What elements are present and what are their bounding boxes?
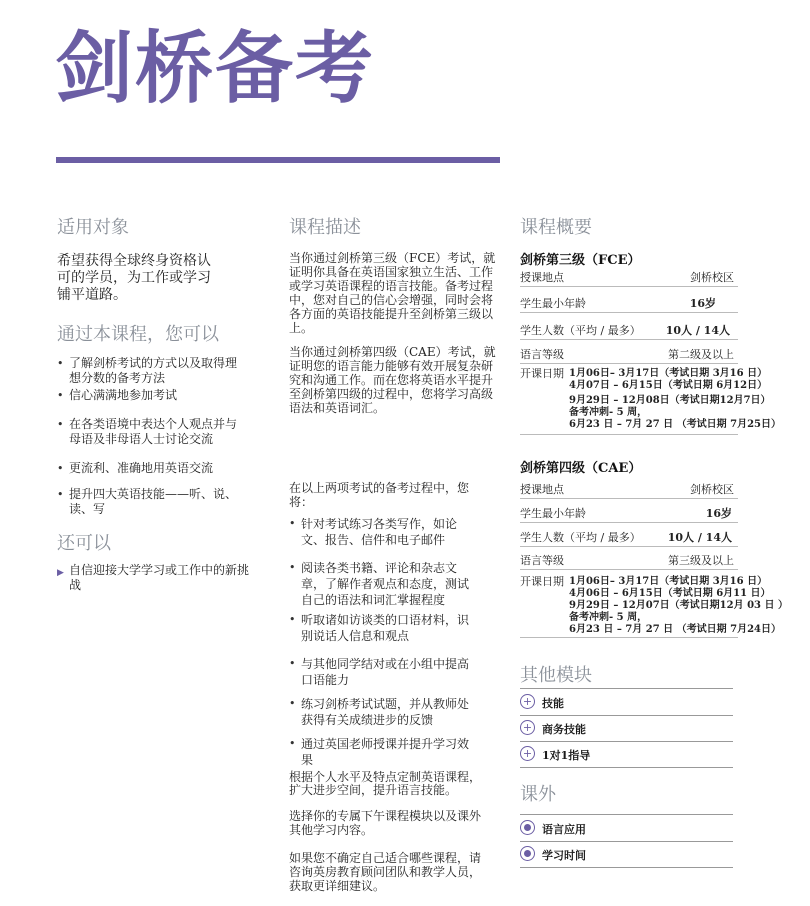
extra-item-language-use[interactable]: 语言应用 (520, 816, 733, 842)
gain-list (57, 356, 242, 517)
fce-dates: 开课日期 1月06日– 3月17日（考试日期 3月16 日） 4月07日 – 6月15日（考试日期 6月12日） 9月29日 – 12月08日（考试日期12月7日） 备考冲刺- 5 周， 6月23 日 – 7月 27 日 （考试日期 7月25日） (520, 368, 738, 435)
list-item: • 阅读各类书籍、评论和杂志文章，了解作者观点和态度，测试自己的语法和词汇掌握程度 (289, 560, 479, 608)
list-item: • 听取诸如访谈类的口语材料，识别说话人信息和观点 (289, 612, 479, 644)
description-para-fce: 当你通过剑桥第三级（FCE）考试，就证明你具备在英语国家独立生活、工作或学习英语课程的语言技能。备考过程中，您对自己的信心会增强，同时会将各方面的英语技能提升至剑桥第三级以上。 (289, 251, 496, 335)
title-divider (56, 157, 500, 163)
description-para-custom: 根据个人水平及特点定制英语课程，扩大进步空间，提升语言技能。 (289, 770, 482, 797)
extra-divider (520, 814, 733, 815)
also-item: ▶ 自信迎接大学学习或工作中的新挑战 (57, 563, 250, 592)
cae-size-row: 学生人数（平均 / 最多） 10人 / 14人 (520, 526, 738, 547)
page-title: 剑桥备考 (55, 23, 376, 114)
list-item: • 信心满满地参加考试 (57, 388, 242, 403)
list-item: • 提升四大英语技能——听、说、读、写 (57, 487, 242, 517)
overview-heading: 课程概要 (520, 217, 592, 238)
also-heading: 还可以 (57, 533, 111, 554)
fce-size-row: 学生人数（平均 / 最多） 10人 / 14人 (520, 319, 738, 340)
extra-item-study-time[interactable]: 学习时间 (520, 842, 733, 868)
fce-location-row: 授课地点 剑桥校区 (520, 266, 738, 287)
list-item: • 了解剑桥考试的方式以及取得理想分数的备考方法 (57, 356, 242, 386)
dot-circle-icon (520, 820, 535, 835)
module-item-one-to-one[interactable]: + 1对1指导 (520, 742, 733, 768)
list-item: • 更流利、准确地用英语交流 (57, 461, 242, 476)
audience-heading: 适用对象 (57, 217, 129, 238)
list-item: • 针对考试练习各类写作，如论文、报告、信件和电子邮件 (289, 516, 479, 548)
description-para-modules: 选择你的专属下午课程模块以及课外其他学习内容。 (289, 809, 482, 837)
fce-age-row: 学生最小年龄 16岁 (520, 292, 738, 313)
description-heading: 课程描述 (289, 217, 361, 238)
modules-heading: 其他模块 (520, 665, 592, 686)
list-item: • 与其他同学结对或在小组中提高口语能力 (289, 656, 479, 688)
extra-heading: 课外 (520, 784, 556, 805)
plus-circle-icon: + (520, 720, 535, 735)
cae-title: 剑桥第四级（CAE） (520, 461, 642, 476)
list-item: • 在各类语境中表达个人观点并与母语及非母语人士讨论交流 (57, 417, 242, 447)
module-item-business[interactable]: + 商务技能 (520, 716, 733, 742)
cae-dates: 开课日期 1月06日– 3月17日（考试日期 3月16 日） 4月06日 – 6月15日（考试日期 6月11 日） 9月29日 – 12月07日（考试日期12月 03 日 ） 备考冲刺- 5 周， 6月23 日 – 7月 27 日 （考试日期 7月24日） (520, 576, 738, 638)
modules-divider (520, 688, 733, 689)
list-item: • 通过英国老师授课并提升学习效果 (289, 736, 479, 768)
plus-circle-icon: + (520, 694, 535, 709)
triangle-right-icon: ▶ (57, 568, 64, 578)
activity-list (289, 516, 479, 768)
dot-circle-icon (520, 846, 535, 861)
fce-title: 剑桥第三级（FCE） (520, 253, 641, 268)
cae-location-row: 授课地点 剑桥校区 (520, 478, 738, 499)
list-item: • 练习剑桥考试试题，并从教师处获得有关成绩进步的反馈 (289, 696, 479, 728)
description-para-cae: 当你通过剑桥第四级（CAE）考试，就证明您的语言能力能够有效开展复杂研究和沟通工作。而在您将英语水平提升至剑桥第四级的过程中，您将学习高级语法和英语词汇。 (289, 345, 496, 415)
cae-age-row: 学生最小年龄 16岁 (520, 502, 738, 523)
cae-level-row: 语言等级 第三级及以上 (520, 549, 738, 570)
description-intro: 在以上两项考试的备考过程中，您将： (289, 481, 470, 509)
gain-heading: 通过本课程，您可以 (57, 324, 219, 345)
plus-circle-icon: + (520, 746, 535, 761)
description-para-advice: 如果您不确定自己适合哪些课程，请咨询英房教育顾问团队和教学人员，获取更详细建议。 (289, 851, 482, 893)
module-item-skills[interactable]: + 技能 (520, 690, 733, 716)
fce-level-row: 语言等级 第二级及以上 (520, 343, 738, 364)
audience-text: 希望获得全球终身资格认可的学员，为工作或学习铺平道路。 (57, 253, 211, 303)
